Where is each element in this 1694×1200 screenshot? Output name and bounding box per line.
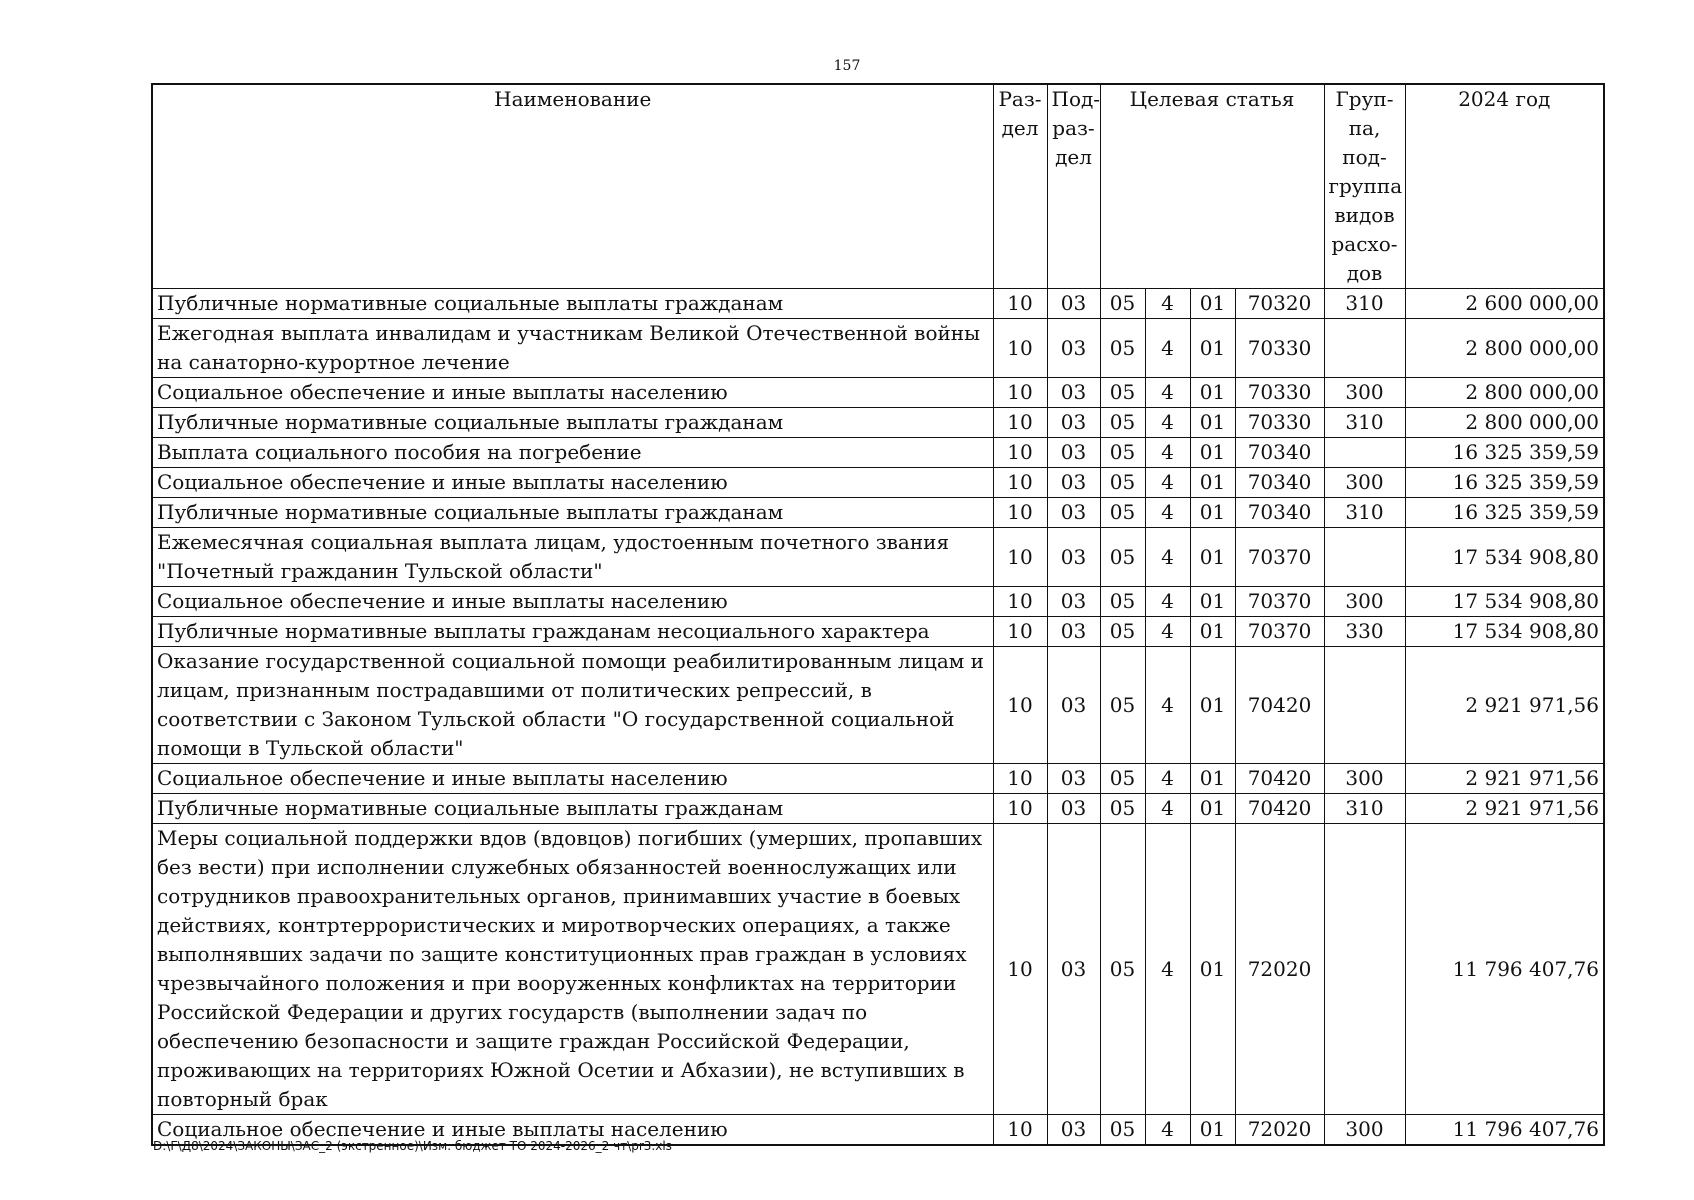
- table-row: [152, 617, 1604, 647]
- header-podrazdel: Под- раз- дел: [1047, 84, 1100, 289]
- row-target-direction: 70320: [1235, 289, 1324, 319]
- table-row: [152, 378, 1604, 408]
- row-name: Социальное обеспечение и иные выплаты населению: [152, 764, 993, 794]
- row-target-type: 4: [1145, 289, 1190, 319]
- row-razdel: 10: [993, 289, 1047, 319]
- row-expense-group: [1324, 824, 1405, 1115]
- row-target-direction: 70370: [1235, 617, 1324, 647]
- row-expense-group: 310: [1324, 794, 1405, 824]
- header-year: 2024 год: [1405, 84, 1604, 289]
- row-amount: 2 800 000,00: [1405, 408, 1604, 438]
- row-podrazdel: 03: [1047, 378, 1100, 408]
- row-amount: 2 921 971,56: [1405, 647, 1604, 764]
- row-amount: 2 921 971,56: [1405, 794, 1604, 824]
- row-target-subprogram: 01: [1190, 498, 1235, 528]
- row-expense-group: 300: [1324, 1115, 1405, 1146]
- row-target-program: 05: [1100, 647, 1145, 764]
- row-amount: 2 600 000,00: [1405, 289, 1604, 319]
- row-expense-group: [1324, 528, 1405, 587]
- row-target-program: 05: [1100, 319, 1145, 378]
- header-razdel: Раз- дел: [993, 84, 1047, 289]
- row-razdel: 10: [993, 468, 1047, 498]
- row-expense-group: 300: [1324, 587, 1405, 617]
- row-target-subprogram: 01: [1190, 587, 1235, 617]
- row-name: Социальное обеспечение и иные выплаты населению: [152, 468, 993, 498]
- row-target-direction: 70420: [1235, 764, 1324, 794]
- header-row: [152, 84, 1604, 289]
- row-expense-group: [1324, 438, 1405, 468]
- row-target-type: 4: [1145, 764, 1190, 794]
- row-expense-group: 300: [1324, 764, 1405, 794]
- row-target-type: 4: [1145, 438, 1190, 468]
- row-name: Меры социальной поддержки вдов (вдовцов) погибших (умерших, пропавших без вести) при исполнении служебных обязанностей военнослужащих или сотрудников правоохранительных органов, принимавших участие в боевых действиях, контртеррористических и миротворческих операциях, а также выполнявших задачи по защите конституционных прав граждан в условиях чрезвычайного положения и при вооруженных конфликтах на территории Российской Федерации и других государств (выполнении задач по обеспечению безопасности и защите граждан Российской Федерации, проживающих на территориях Южной Осетии и Абхазии), не вступивших в повторный брак: [152, 824, 993, 1115]
- row-amount: 11 796 407,76: [1405, 1115, 1604, 1146]
- row-target-program: 05: [1100, 528, 1145, 587]
- row-razdel: 10: [993, 378, 1047, 408]
- table-row: [152, 764, 1604, 794]
- table-row: [152, 794, 1604, 824]
- row-razdel: 10: [993, 794, 1047, 824]
- footer-file-path: D:\Г\Д8\2024\ЗАКОНЫ\ЗАС_2 (экстренное)\Изм. бюджет ТО 2024-2026_2 чт\pr3.xls: [153, 1139, 672, 1153]
- row-target-program: 05: [1100, 794, 1145, 824]
- header-target-article: Целевая статья: [1100, 84, 1324, 289]
- row-target-subprogram: 01: [1190, 408, 1235, 438]
- row-razdel: 10: [993, 764, 1047, 794]
- row-razdel: 10: [993, 1115, 1047, 1146]
- row-target-program: 05: [1100, 617, 1145, 647]
- row-target-subprogram: 01: [1190, 468, 1235, 498]
- row-razdel: 10: [993, 498, 1047, 528]
- table-row: [152, 468, 1604, 498]
- row-target-direction: 72020: [1235, 1115, 1324, 1146]
- row-target-direction: 70340: [1235, 438, 1324, 468]
- row-target-type: 4: [1145, 647, 1190, 764]
- row-podrazdel: 03: [1047, 319, 1100, 378]
- row-target-subprogram: 01: [1190, 528, 1235, 587]
- row-target-type: 4: [1145, 617, 1190, 647]
- row-razdel: 10: [993, 438, 1047, 468]
- row-target-type: 4: [1145, 1115, 1190, 1146]
- table-row: [152, 408, 1604, 438]
- row-target-program: 05: [1100, 408, 1145, 438]
- row-name: Публичные нормативные социальные выплаты гражданам: [152, 794, 993, 824]
- row-podrazdel: 03: [1047, 794, 1100, 824]
- header-expense-group: Груп- па, под- группа видов расхо- дов: [1324, 84, 1405, 289]
- row-target-program: 05: [1100, 378, 1145, 408]
- row-expense-group: 310: [1324, 289, 1405, 319]
- row-expense-group: 310: [1324, 408, 1405, 438]
- row-expense-group: 310: [1324, 498, 1405, 528]
- row-target-direction: 72020: [1235, 824, 1324, 1115]
- row-target-program: 05: [1100, 824, 1145, 1115]
- row-target-subprogram: 01: [1190, 1115, 1235, 1146]
- page-number: 157: [833, 58, 861, 74]
- row-target-subprogram: 01: [1190, 794, 1235, 824]
- row-target-type: 4: [1145, 587, 1190, 617]
- row-amount: 2 800 000,00: [1405, 319, 1604, 378]
- row-razdel: 10: [993, 824, 1047, 1115]
- row-target-program: 05: [1100, 764, 1145, 794]
- row-amount: 17 534 908,80: [1405, 587, 1604, 617]
- row-amount: 16 325 359,59: [1405, 498, 1604, 528]
- row-expense-group: [1324, 647, 1405, 764]
- row-target-program: 05: [1100, 438, 1145, 468]
- table-row: [152, 824, 1604, 1115]
- row-name: Социальное обеспечение и иные выплаты населению: [152, 378, 993, 408]
- row-name: Публичные нормативные социальные выплаты гражданам: [152, 408, 993, 438]
- row-target-subprogram: 01: [1190, 319, 1235, 378]
- row-target-subprogram: 01: [1190, 438, 1235, 468]
- table-row: [152, 647, 1604, 764]
- row-target-direction: 70420: [1235, 647, 1324, 764]
- row-amount: 16 325 359,59: [1405, 468, 1604, 498]
- row-podrazdel: 03: [1047, 587, 1100, 617]
- row-podrazdel: 03: [1047, 498, 1100, 528]
- row-name: Оказание государственной социальной помощи реабилитированным лицам и лицам, признанным пострадавшими от политических репрессий, в соответствии с Законом Тульской области "О государственной социальной помощи в Тульской области": [152, 647, 993, 764]
- row-target-direction: 70370: [1235, 528, 1324, 587]
- row-name: Выплата социального пособия на погребение: [152, 438, 993, 468]
- row-razdel: 10: [993, 528, 1047, 587]
- row-target-subprogram: 01: [1190, 824, 1235, 1115]
- row-amount: 17 534 908,80: [1405, 617, 1604, 647]
- table-row: [152, 289, 1604, 319]
- row-razdel: 10: [993, 319, 1047, 378]
- row-target-direction: 70370: [1235, 587, 1324, 617]
- row-target-type: 4: [1145, 824, 1190, 1115]
- budget-table: [151, 83, 1605, 1146]
- header-name: Наименование: [152, 84, 993, 289]
- row-expense-group: 300: [1324, 468, 1405, 498]
- row-target-direction: 70330: [1235, 319, 1324, 378]
- row-name: Публичные нормативные социальные выплаты гражданам: [152, 289, 993, 319]
- row-target-direction: 70340: [1235, 468, 1324, 498]
- row-razdel: 10: [993, 647, 1047, 764]
- table-row: [152, 438, 1604, 468]
- row-amount: 16 325 359,59: [1405, 438, 1604, 468]
- row-name: Ежемесячная социальная выплата лицам, удостоенным почетного звания "Почетный гражданин Тульской области": [152, 528, 993, 587]
- row-target-subprogram: 01: [1190, 617, 1235, 647]
- row-target-direction: 70420: [1235, 794, 1324, 824]
- row-amount: 11 796 407,76: [1405, 824, 1604, 1115]
- row-podrazdel: 03: [1047, 528, 1100, 587]
- row-target-type: 4: [1145, 498, 1190, 528]
- row-name: Публичные нормативные социальные выплаты гражданам: [152, 498, 993, 528]
- row-target-direction: 70340: [1235, 498, 1324, 528]
- row-target-program: 05: [1100, 468, 1145, 498]
- row-amount: 2 800 000,00: [1405, 378, 1604, 408]
- row-razdel: 10: [993, 587, 1047, 617]
- row-razdel: 10: [993, 408, 1047, 438]
- row-target-direction: 70330: [1235, 378, 1324, 408]
- table-row: [152, 587, 1604, 617]
- row-expense-group: 300: [1324, 378, 1405, 408]
- row-target-program: 05: [1100, 1115, 1145, 1146]
- row-razdel: 10: [993, 617, 1047, 647]
- row-target-type: 4: [1145, 528, 1190, 587]
- row-target-program: 05: [1100, 587, 1145, 617]
- row-name: Социальное обеспечение и иные выплаты населению: [152, 1115, 993, 1146]
- row-target-subprogram: 01: [1190, 764, 1235, 794]
- row-name: Публичные нормативные выплаты гражданам несоциального характера: [152, 617, 993, 647]
- table-row: [152, 319, 1604, 378]
- row-podrazdel: 03: [1047, 764, 1100, 794]
- row-name: Ежегодная выплата инвалидам и участникам Великой Отечественной войны на санаторно-курортное лечение: [152, 319, 993, 378]
- row-podrazdel: 03: [1047, 408, 1100, 438]
- row-target-type: 4: [1145, 408, 1190, 438]
- row-target-type: 4: [1145, 319, 1190, 378]
- table-body: [152, 289, 1604, 1146]
- row-target-program: 05: [1100, 289, 1145, 319]
- table-row: [152, 498, 1604, 528]
- row-target-type: 4: [1145, 794, 1190, 824]
- row-expense-group: 330: [1324, 617, 1405, 647]
- table-row: [152, 528, 1604, 587]
- row-target-direction: 70330: [1235, 408, 1324, 438]
- row-target-program: 05: [1100, 498, 1145, 528]
- row-name: Социальное обеспечение и иные выплаты населению: [152, 587, 993, 617]
- row-podrazdel: 03: [1047, 1115, 1100, 1146]
- row-podrazdel: 03: [1047, 647, 1100, 764]
- row-expense-group: [1324, 319, 1405, 378]
- row-amount: 2 921 971,56: [1405, 764, 1604, 794]
- row-amount: 17 534 908,80: [1405, 528, 1604, 587]
- row-target-subprogram: 01: [1190, 289, 1235, 319]
- row-target-type: 4: [1145, 468, 1190, 498]
- row-target-subprogram: 01: [1190, 647, 1235, 764]
- row-podrazdel: 03: [1047, 468, 1100, 498]
- row-podrazdel: 03: [1047, 438, 1100, 468]
- row-podrazdel: 03: [1047, 289, 1100, 319]
- row-target-subprogram: 01: [1190, 378, 1235, 408]
- row-podrazdel: 03: [1047, 617, 1100, 647]
- row-podrazdel: 03: [1047, 824, 1100, 1115]
- row-target-type: 4: [1145, 378, 1190, 408]
